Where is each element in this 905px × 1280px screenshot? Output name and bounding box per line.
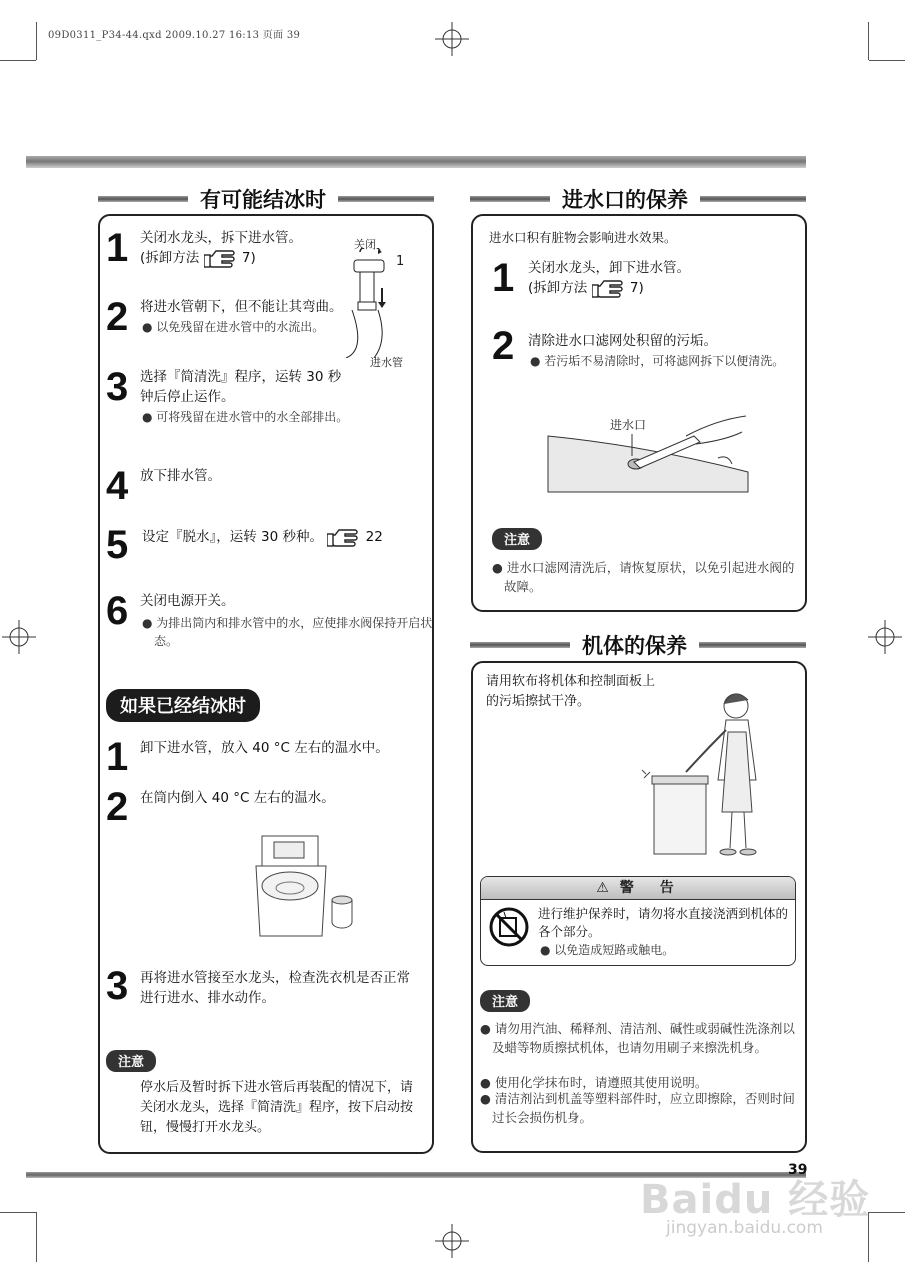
inlet-step-1-text: 关闭水龙头，卸下进水管。: [528, 260, 690, 276]
no-water-spray-icon: [488, 906, 530, 948]
note-text: 请勿用汽油、稀释剂、清洁剂、碱性或弱碱性洗涤剂以及蜡等物质擦拭机体，也请勿用刷子来擦洗机身。: [492, 1021, 795, 1055]
inlet-caution-note: ● 进水口滤网清洗后，请恢复原状，以免引起进水阀的故障。: [492, 560, 795, 594]
frozen-step-2-text: 在筒内倒入 40 °C 左右的温水。: [140, 790, 335, 806]
ref-page: 22: [365, 529, 383, 545]
crop-mark: [0, 1212, 36, 1213]
left-caution-badge: 注意: [106, 1050, 156, 1072]
pointing-hand-icon: [327, 527, 361, 547]
watermark-url: jingyan.baidu.com: [666, 1218, 823, 1238]
registration-mark-icon: [435, 22, 469, 56]
step-5-text: [142, 527, 402, 547]
inlet-step-1-ref: [528, 278, 758, 298]
print-slug: 09D0311_P34-44.qxd 2009.10.27 16:13 页面 39: [48, 30, 301, 41]
inlet-filter-illustration-icon: [546, 414, 756, 494]
crop-mark: [868, 22, 869, 60]
inlet-step-2-text: 清除进水口滤网处积留的污垢。: [528, 333, 717, 349]
ref-page: 7): [629, 280, 644, 296]
step-3-text: 选择『简清洗』程序，运转 30 秒钟后停止运作。: [140, 369, 342, 405]
inlet-section-title: [470, 184, 806, 214]
registration-mark-icon: [868, 620, 902, 654]
ref-page: 7): [241, 250, 256, 266]
step-number: 6: [106, 589, 129, 633]
inlet-step-2-note: ● 若污垢不易清除时，可将滤网拆下以便清洗。: [530, 354, 785, 368]
step-number: 3: [106, 365, 129, 409]
warning-title: 警 告: [619, 880, 680, 896]
step-1-text: 关闭水龙头，拆下进水管。: [140, 230, 302, 246]
woman-cleaning-illustration-icon: [636, 686, 766, 862]
note-text: 进水口滤网清洗后，请恢复原状，以免引起进水阀的故障。: [504, 560, 795, 594]
pointing-hand-icon: [592, 278, 626, 298]
body-section-title: [470, 630, 806, 660]
step-number: 3: [106, 964, 129, 1008]
crop-mark: [0, 60, 36, 61]
body-caution-note: ● 清洁剂沾到机盖等塑料部件时，应立即擦除，否则时间过长会损伤机身。: [480, 1091, 795, 1125]
step-3-note: ● 可将残留在进水管中的水全部排出。: [142, 410, 349, 424]
pointing-hand-icon: [204, 248, 238, 268]
left-caution-text: 停水后及暂时拆下进水管后再装配的情况下，请关闭水龙头，选择『简清洗』程序，按下启动按钮，慢慢打开水龙头。: [140, 1080, 414, 1135]
body-caution-note: ● 使用化学抹布时，请遵照其使用说明。: [480, 1075, 708, 1090]
body-intro: 请用软布将机体和控制面板上的污垢擦拭干净。: [486, 674, 656, 709]
inlet-intro: 进水口积有脏物会影响进水效果。: [489, 230, 677, 245]
note-text: 若污垢不易清除时，可将滤网拆下以便清洗。: [544, 354, 785, 368]
crop-mark: [36, 22, 37, 60]
step-6-text: 关闭电源开关。: [140, 593, 235, 609]
washer-warm-water-illustration-icon: [248, 830, 358, 950]
warning-note: ● 以免造成短路或触电。: [540, 943, 675, 957]
step-number: 5: [106, 523, 129, 567]
step-4-text: 放下排水管。: [140, 468, 221, 484]
left-section-title: [98, 184, 434, 214]
step-number: 1: [106, 735, 129, 779]
frozen-subtitle: 如果已经结冰时: [106, 689, 260, 722]
crop-mark: [869, 1212, 905, 1213]
note-text: 可将残留在进水管中的水全部排出。: [156, 410, 349, 424]
ref-prefix: (拆卸方法: [528, 280, 588, 296]
left-title-text: 有可能结冰时: [200, 188, 326, 212]
crop-mark: [869, 60, 905, 61]
faucet-close-label: 关闭: [354, 238, 376, 251]
inlet-caution-badge: 注意: [492, 528, 542, 550]
page-number: 39: [788, 1162, 808, 1178]
note-text: 为排出筒内和排水管中的水，应使排水阀保持开启状态。: [154, 616, 433, 648]
body-title-text: 机体的保养: [582, 634, 687, 658]
step-number: 2: [106, 295, 129, 339]
step-number: 1: [106, 226, 129, 270]
inlet-step-1: [528, 258, 758, 298]
inlet-title-text: 进水口的保养: [562, 188, 688, 212]
registration-mark-icon: [2, 620, 36, 654]
faucet-step-label: 1: [396, 254, 405, 269]
step-number: 2: [492, 324, 515, 368]
body-caution-note: ● 请勿用汽油、稀释剂、清洁剂、碱性或弱碱性洗涤剂以及蜡等物质擦拭机体，也请勿用刷子来擦洗机身。: [480, 1021, 795, 1055]
frozen-step-1-text: 卸下进水管，放入 40 °C 左右的温水中。: [140, 740, 389, 756]
step-2-text: 将进水管朝下，但不能让其弯曲。: [140, 299, 343, 315]
warning-header: [481, 877, 795, 900]
step-5-label: 设定『脱水』，运转 30 秒种。: [142, 529, 324, 545]
step-number: 2: [106, 785, 129, 829]
warning-triangle-icon: ⚠: [596, 880, 609, 896]
step-number: 1: [492, 256, 515, 300]
step-6-note: ● 为排出筒内和排水管中的水，应使排水阀保持开启状态。: [142, 616, 433, 648]
watermark-logo: Baidu 经验: [640, 1177, 871, 1223]
inlet-figure-label: 进水口: [610, 418, 647, 432]
note-text: 以免残留在进水管中的水流出。: [156, 320, 325, 334]
top-rule: [26, 156, 806, 168]
step-number: 4: [106, 464, 129, 508]
crop-mark: [36, 1212, 37, 1262]
note-text: 以免造成短路或触电。: [554, 943, 675, 957]
note-text: 使用化学抹布时，请遵照其使用说明。: [494, 1075, 708, 1090]
step-1-ref: [140, 248, 350, 268]
body-caution-badge: 注意: [480, 990, 530, 1012]
faucet-pipe-label: 进水管: [370, 356, 403, 369]
ref-prefix: (拆卸方法: [140, 250, 200, 266]
registration-mark-icon: [435, 1224, 469, 1258]
step-2-note: ● 以免残留在进水管中的水流出。: [142, 320, 325, 334]
frozen-step-3-text: 再将进水管接至水龙头，检查洗衣机是否正常进行进水、排水动作。: [140, 970, 410, 1006]
note-text: 清洁剂沾到机盖等塑料部件时，应立即擦除，否则时间过长会损伤机身。: [492, 1091, 795, 1125]
step-text: [140, 228, 350, 268]
warning-text: 进行维护保养时，请勿将水直接浇洒到机体的各个部分。: [538, 906, 789, 939]
